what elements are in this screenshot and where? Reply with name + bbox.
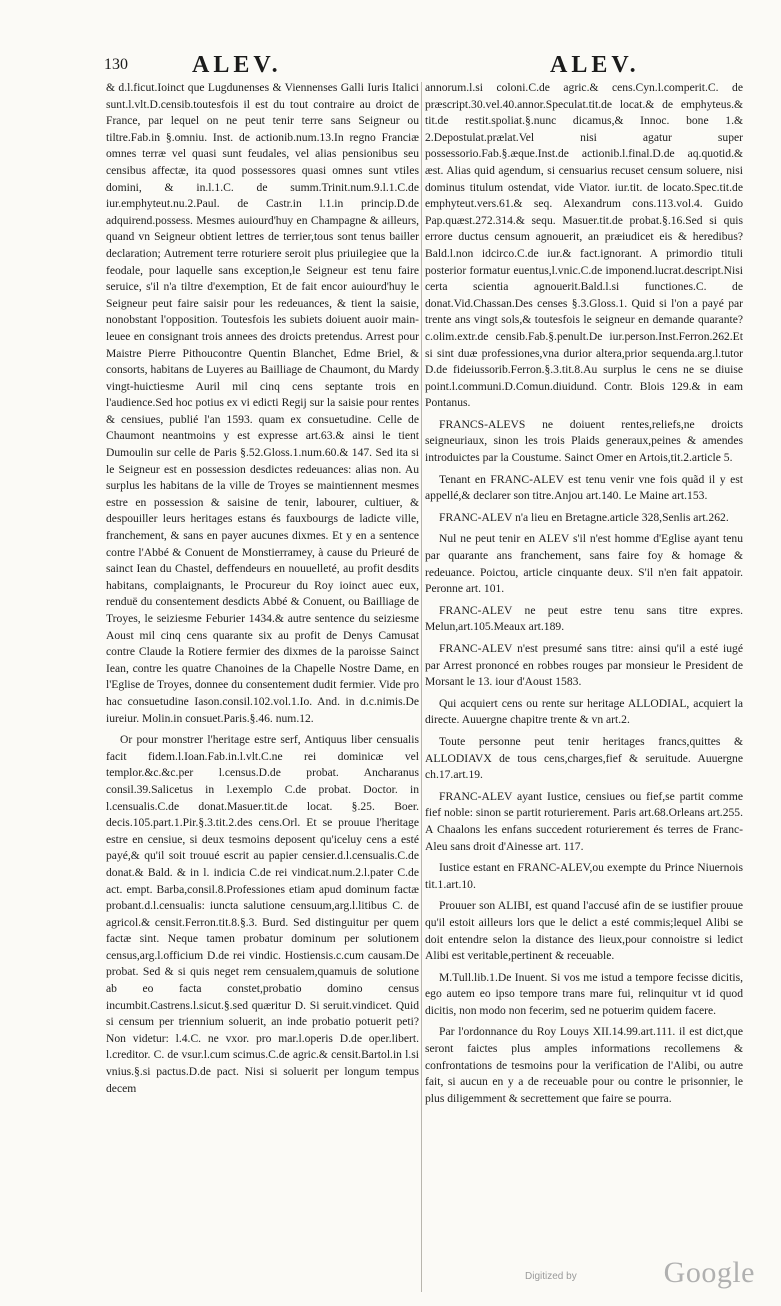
right-paragraph-9: Toute personne peut tenir heritages francs,quittes & ALLODIAVX de tous cens,charges,fief & seruitude. Auuergne ch.17.art.19. [425,734,743,782]
right-paragraph-7: FRANC-ALEV n'est presumé sans titre: ainsi qu'il a esté iugé par Arrest prononcé en robbes rouges par monsieur le President de Morsant le 13. iour d'Aoust 1583. [425,642,743,689]
right-paragraph-6: FRANC-ALEV ne peut estre tenu sans titre expres. Melun,art.105.Meaux art.189. [425,603,743,634]
right-paragraph-11: Iustice estant en FRANC-ALEV,ou exempte du Prince Niuernois tit.1.art.10. [425,861,743,891]
running-title-left: ALEV. [192,52,282,78]
running-title-right: ALEV. [550,52,640,78]
google-logo: Google [663,1256,755,1289]
right-paragraph-10: FRANC-ALEV ayant Iustice, censiues ou fief,se partit comme fief noble: sinon se partit roturierement. Paris art.68.Orleans art.255. A Chaalons les enfans succedent roturierement és terres de Franc-Aleu sans droit d'Ainesse art. 117. [425,789,743,853]
right-paragraph-3: Tenant en FRANC-ALEV est tenu venir vne fois quãd il y est appellé,& declarer son titre.Anjou art.140. Le Maine art.153. [425,472,743,503]
right-column [425,80,743,1290]
page-number: 130 [104,56,128,73]
left-paragraph-2: Or pour monstrer l'heritage estre serf, Antiquus liber censualis facit fidem.l.Ioan.Fab.in.l.vlt.C.ne rei dominicæ vel templor.&c.&c.per l.census.D.de probat. Ancharanus consil.39.Salicetus in l.exemplo C.de probat. Doctor. in l.censualis.C.de donat.Masuer.tit.de locat. §.25. Boer. decis.105.part.1.Pir.§.3.tit.2.des cens.Orl. Et se prouue l'heritage estre en censiue, si deux tesmoins deposent qu'iceluy cens a esté payé,& qu'il soit trouué escrit au papier censier.d.l.censualis.C.de donat.& Bald. & in l. indicia C.de rei vindicat.num.2.l.pater C.de act. empt. Barba,consil.8.Professiones etiam apud dominum factæ probant.d.l.censualis: iuncta salutione censuum,arg.l.litibus C. de agricol.& censit.Ferron.tit.8.§.3. Burd. Sed distinguitur per quem factæ sint. Neque tamen probatur dominum per solutionem census,arg.l.officium D.de rei vindic. Hostiensis.c.cum causam.De probat. Sed & si quis neget rem censualem,quamuis de solutione ab eo facta constet,probatio domino census incumbit.Castrens.l.sicut.§.sed quæritur D. Si seruit.vindicet. Quid si censum per triennium soluerit, an inde probatio potuerit peti? Non videtur: l.4.C. ne vxor. pro mar.l.operis D.de oper.libert. l.creditor. C. de vsur.l.cum scimus.C.de agric.& censit.Bartol.in l.si vnius.§.si pactus.D.de pact. Nisi si soluerit per longum tempus decem [106,733,419,1095]
right-paragraph-13: M.Tull.lib.1.De Inuent. Si vos me istud a tempore fecisse dicitis, ego autem eo ipso tempore trans mare fui, relinquitur vt id quod dicitis, non modo non fecerim, sed ne potuerim quidem facere. [425,970,743,1017]
right-paragraph-2: FRANCS-ALEVS ne doiuent rentes,reliefs,ne droicts seigneuriaux, sinon les trois Plaids generaux,peines & amendes introduictes par la Coustume. Sainct Omer en Artois,tit.2.article 5. [425,417,743,465]
google-watermark [525,1254,755,1290]
digitized-by-label: Digitized by [525,1271,577,1282]
right-paragraph-14: Par l'ordonnance du Roy Louys XII.14.99.art.111. il est dict,que seront faictes plus amples informations recollemens & confrontations de tesmoins pour la verification de l'Alibi, ou autre fait, si aucun en y a de receuable pour ou contre le prisonnier, le plus diligemment & secrettement que faire se pourra. [425,1025,743,1105]
right-paragraph-1: annorum.l.si coloni.C.de agric.& cens.Cyn.l.comperit.C. de præscript.30.vel.40.annor.Speculat.tit.de locat.& de emphyteus.& tit.de restit.spoliat.§.nunc dicamus,& Innoc. bone 1.& 2.Depostulat.prælat.Vel nisi agatur super possessorio.Fab.§.æque.Inst.de actionib.l.final.D.de aq.quotid.& æst. Alias quid agendum, si censuarius recuset censum soluere, nisi dominus titulum ostendat, vide Viator. iur.tit. de locato.Spec.tit.de emphyteut.vers.61.& seq. Alexandrum cons.113.vol.4. Guido Pap.quæst.272.314.& sequ. Masuer.tit.de probat.§.16.Sed si quis errore ductus censum agnouerit, an præiudicet eis & heredibus? Bald.l.non idcirco.C.de iur.& fact.ignorant. A primordio tituli posterior formatur euentus,l.vnic.C.de imponend.lucrat.descript.Nisi certa scientia agnouerit.Bald.l.si functiones.C. de donat.Vid.Chassan.Des censes §.3.Gloss.1. Quid si l'on a payé par trente ans vingt sols,& toutesfois le seigneur en demande quarante? c.olim.extr.de censib.Fab.§.penult.De iur.person.Inst.Ferron.262.Et si sint duæ professiones,vna durior altera,prior sequenda.arg.l.tutor D.de fideiussorib.Ferron.§.3.tit.8.Au surplus le cens ne se diuise point.l.communi.D.Comun.diuidund. Contr. Blois 129.& in eam Pontanus. [425,81,743,410]
left-paragraph-1: & d.l.ficut.Ioinct que Lugdunenses & Viennenses Galli Iuris Italici sunt.l.vlt.D.censib.toutesfois il est du tout contraire au droict de France, par lequel on ne peut tenir terre sans Seigneur ou tiltre.Fab.in §.omniu. Inst. de actionib.num.13.In regno Franciæ omnes terræ vel quasi sunt feudales, vel alias pensionibus seu censibus affectæ, ita quod possessores quasi omnes sunt vtiles domini, & in.l.1.C. de summ.Trinit.num.9.l.1.C.de iur.emphyteut.nu.2.Paul. de Castr.in l.1.in princip.D.de adquirend.possess. Mesmes auiourd'huy en Champagne & ailleurs, quand vn Seigneur obtient lettres de terrier,tous sont tenus bailler declaration; Autrement terre roturiere seroit plus priuilegiee que la feodale, pour laquelle sans exception,le Seigneur est tenu faire seruice, s'il n'a tiltre d'exemption, Et de fait encor auiourd'huy le Seigneur peut faire saisir pour les redeuances, & tient la saisie, nonobstant l'opposition. Toutesfois les subiets doiuent auoir main-leuee en consignant trois annees des droicts pretendus. Arrest pour Maistre Pierre Pithoucontre Quentin Blanchet, Edme Briel, & consorts, habitans de Luyeres au Bailliage de Chaumont, du Mardy vingt-huictiesme Auril mil cinq cens septante trois en l'audience.Sed hoc potius ex vi edicti Regij sur la saisie pour rentes & censiues, publié l'an 1593. quam ex consuetudine. Celle de Chaumont neantmoins y est expresse art.63.& ainsi le tient Dumoulin sur celle de Paris §.52.Gloss.1.num.60.& 147. Sed ita si le Seigneur est en possession desdictes redeuances: alias non. Au surplus les habitans de la ville de Troyes se maintiennent mesmes estre en possession & saisine de tenir, labourer, cultiuer, & despouiller leurs heritages estans és fauxbourgs de ladicte ville, franchement, & sans en payer aucunes dixmes. Et y en a sentence contre l'Abbé & Conuent de Monstierramey, à cause du Prieuré de sainct Iean du Chastel, deffendeurs en nouuelleté, au profit desdits habitans, complaignants, le Procureur du Roy ioinct auec eux, renduë du consentement desdicts Abbé & Conuent, ou Bailliage de Troyes, le seiziesme Feburier 1434.& autre sentence du seiziesme Aoust mil cinq cens quarante six au profit de Denys Camusat contre Claude la Rotiere fermier des dixmes de la paroisse Sainct Iean, contre les quatre Chanoines de la Chapelle Nostre Dame, en l'Eglise de Troyes, donnee du consentement dudit fermier. Vide pro hac consuetudine Iason.consil.102.vol.1.Io. And. in d.c.nimis.De iureiur. Molin.in consuet.Paris.§.46. num.12. [106,81,419,725]
right-paragraph-4: FRANC-ALEV n'a lieu en Bretagne.article 328,Senlis art.262. [439,510,729,524]
right-paragraph-8: Qui acquiert cens ou rente sur heritage ALLODIAL, acquiert la directe. Auuergne chapitre trente & vn art.2. [425,696,743,727]
right-paragraph-5: Nul ne peut tenir en ALEV s'il n'est homme d'Eglise ayant tenu par quarante ans franchement, sans faire foy & homage & redeuance. Poictou, article cinquante deux. S'il n'en fait appatoir. Peronne art. 101. [425,532,743,596]
column-divider [421,82,422,1292]
right-paragraph-12: Prouuer son ALIBI, est quand l'accusé afin de se iustifier prouue qu'il estoit ailleurs lors que le delict a esté commis;lequel Alibi se doit entendre selon la distance des lieux,pour connoistre si ledict Alibi est veritable,pertinent & receuable. [425,899,743,963]
left-column [106,80,419,1290]
